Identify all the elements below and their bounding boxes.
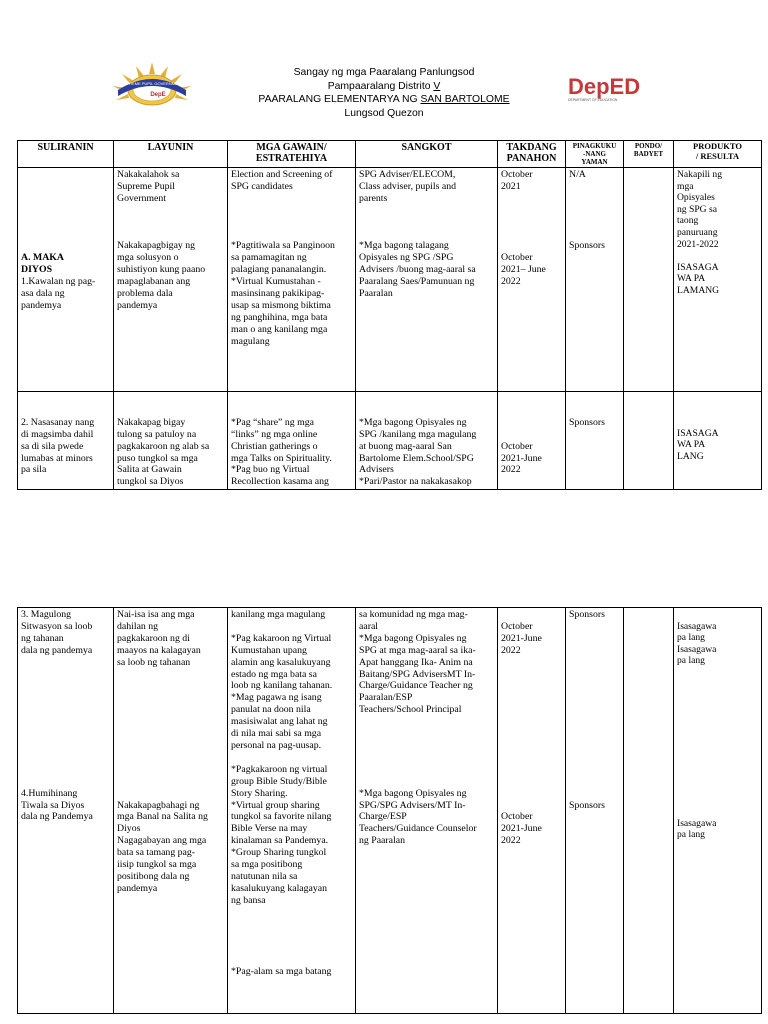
col-header-produkto: PRODUKTO / RESULTA [674, 141, 762, 168]
school-name: SAN BARTOLOME [420, 94, 510, 106]
logo-center-text: DepE [150, 92, 166, 98]
cell-panahon: October 2021-June 2022 [498, 392, 566, 490]
table-header-row [18, 141, 762, 168]
col-header-panahon: TAKDANG PANAHON [498, 141, 566, 168]
deped-subtext: DEPARTMENT OF EDUCATION [568, 98, 618, 102]
cell-sangkot: *Mga bagong Opisyales ng SPG /kanilang mga magulang at buong mag-aaral San Bartolome Elem.School/SPG Advisers *Pari/Pastor na nakakasakop [356, 392, 498, 490]
action-plan-table-1 [17, 140, 762, 490]
col-header-yaman: PINAGKUKU -NANG YAMAN [566, 141, 624, 168]
cell-layunin: Nakakapag bigay tulong sa patuloy na pagkakaroon ng alab sa puso tungkol sa mga Salita at Gawain tungkol sa Diyos [114, 392, 228, 490]
header-line-2-prefix: Pampaaralang Distrito [327, 80, 434, 92]
cell-sangkot: SPG Adviser/ELECOM, Class adviser, pupils and parents *Mga bagong talagang Opisyales ng SPG /SPG Advisers /buong mag-aaral sa Paaralang Saes/Pamunuan ng Paaralan [356, 168, 498, 392]
supreme-pupil-government-logo [106, 60, 198, 112]
cell-suliranin: 2. Nasasanay nang di magsimba dahil sa di sila pwede lumabas at minors pa sila [18, 392, 114, 490]
header-line-3-prefix: PAARALANG ELEMENTARYA NG [258, 94, 421, 106]
suliranin-text: 1.Kawalan ng pag- asa dala ng pandemya [21, 276, 96, 311]
cell-pondo [624, 392, 674, 490]
document-header [200, 66, 568, 120]
table-row [18, 168, 762, 392]
cell-yaman: N/A Sponsors [566, 168, 624, 392]
cell-pondo [624, 608, 674, 1014]
cell-layunin: Nakakalahok sa Supreme Pupil Government Nakakapagbigay ng mga solusyon o suhistiyon kung paano mapaglabanan ang problema dala pandemya [114, 168, 228, 392]
cell-gawain: *Pag “share” ng mga “links” ng mga online Christian gatherings o mga Talks on Spirituality. *Pag buo ng Virtual Recollection kasama ang [228, 392, 356, 490]
table-row [18, 392, 762, 490]
header-line-4: Lungsod Quezon [344, 107, 424, 119]
col-header-sangkot: SANGKOT [356, 141, 498, 168]
cell-gawain: kanilang mga magulang *Pag kakaroon ng Virtual Kumustahan upang alamin ang kasalukuyang estado ng mga bata sa loob ng kanilang tahanan. *Mag pagawa ng isang panulat na doon nila masisiwalat ang lahat ng di nila mai sabi sa mga personal na pag-uusap. *Pagkakaroon ng virtual group Bible Study/Bible Story Sharing. *Virtual group sharing tungkol sa favorite nilang Bible Verse na may kinalaman sa Pandemya. *Group Sharing tungkol sa mga positibong natutunan nila sa kasalukuyang kalagayan ng bansa *Pag-alam sa mga batang [228, 608, 356, 1014]
col-header-gawain: MGA GAWAIN/ ESTRATEHIYA [228, 141, 356, 168]
logo-ring-text: SUPREME PUPIL GOVERNMENT [120, 81, 184, 86]
col-header-suliranin: SULIRANIN [18, 141, 114, 168]
cell-produkto: Nakapili ng mga Opisyales ng SPG sa taong panuruang 2021-2022 ISASAGA WA PA LAMANG [674, 168, 762, 392]
cell-produkto: Isasagawa pa lang Isasagawa pa lang Isasagawa pa lang [674, 608, 762, 1014]
district-number: V [433, 80, 441, 92]
cell-sangkot: sa komunidad ng mga mag- aaral *Mga bagong Opisyales ng SPG at mga mag-aaral sa ika- Apat hanggang Ika- Anim na Baitang/SPG AdvisersMT In- Charge/Guidance Teacher ng Paaralan/ESP Teachers/School Principal *Mga bagong Opisyales ng SPG/SPG Advisers/MT In- Charge/ESP Teachers/Guidance Counselor ng Paaralan [356, 608, 498, 1014]
table-row [18, 608, 762, 1014]
cell-suliranin: 3. Magulong Sitwasyon sa loob ng tahanan dala ng pandemya 4.Humihinang Tiwala sa Diyos dala ng Pandemya [18, 608, 114, 1014]
deped-logo [566, 72, 662, 104]
cell-pondo [624, 168, 674, 392]
cell-yaman: Sponsors [566, 392, 624, 490]
header-line-2 [200, 80, 568, 94]
header-line-3 [200, 93, 568, 107]
cell-layunin: Nai-isa isa ang mga dahilan ng pagkakaroon ng di maayos na kalagayan sa loob ng tahanan Nakakapagbahagi ng mga Banal na Salita ng Diyos Nagagabayan ang mga bata sa tamang pag- iisip tungkol sa mga positibong dala ng pandemya [114, 608, 228, 1014]
cell-produkto: ISASAGA WA PA LANG [674, 392, 762, 490]
cell-yaman: Sponsors Sponsors [566, 608, 624, 1014]
col-header-pondo: PONDO/ BADYET [624, 141, 674, 168]
cell-panahon: October 2021-June 2022 October 2021-June 2022 [498, 608, 566, 1014]
deped-text: DepED [568, 74, 641, 99]
header-line-1: Sangay ng mga Paaralang Panlungsod [293, 67, 475, 78]
cell-gawain: Election and Screening of SPG candidates *Pagtitiwala sa Panginoon sa pamamagitan ng palagiang pananalangin. *Virtual Kumustahan - masinsinang pakikipag- usap sa mismong biktima ng panghihina, mga bata man o ang kanilang mga magulang [228, 168, 356, 392]
col-header-layunin: LAYUNIN [114, 141, 228, 168]
section-heading: A. MAKA DIYOS [21, 252, 64, 276]
cell-suliranin [18, 168, 114, 392]
action-plan-table-2 [17, 607, 762, 1014]
cell-panahon: October 2021 October 2021– June 2022 [498, 168, 566, 392]
